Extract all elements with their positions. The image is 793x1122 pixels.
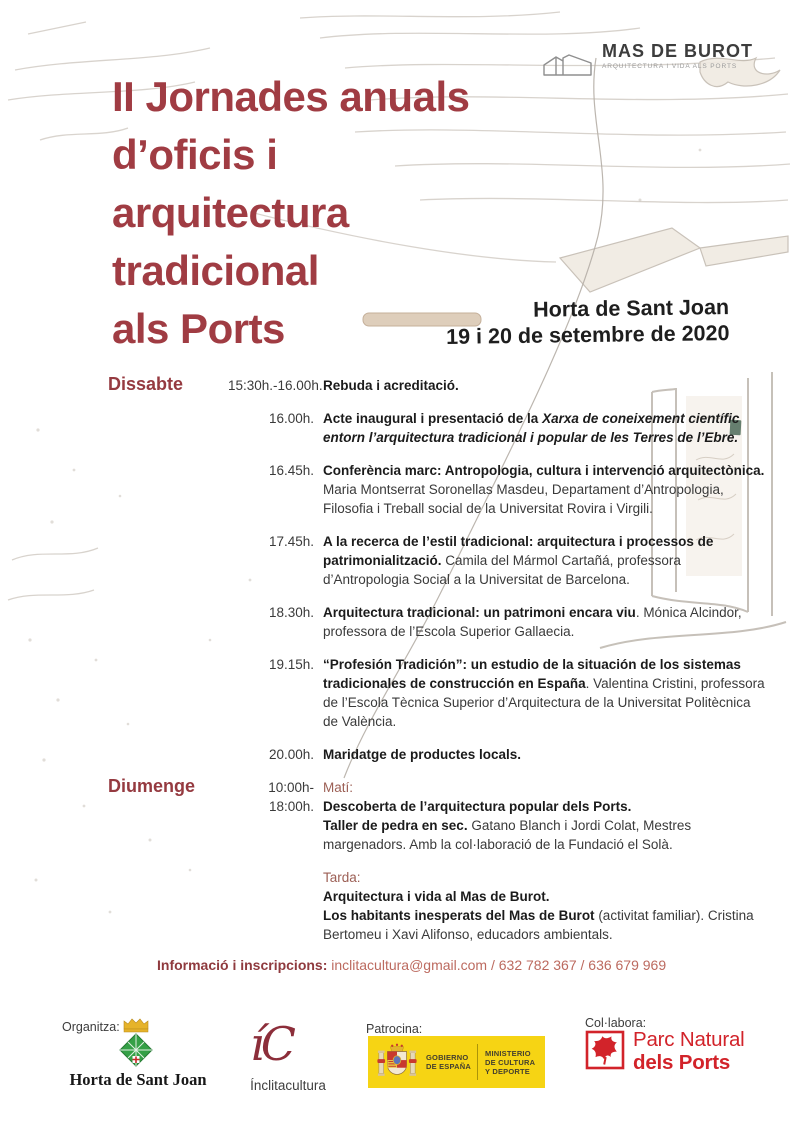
event-time: 19.15h. <box>268 657 314 672</box>
event-description <box>323 532 713 589</box>
gobierno-line: GOBIERNO <box>426 1053 469 1062</box>
day-label <box>108 653 228 731</box>
gobierno-espana-logo <box>368 1036 545 1088</box>
title-line: II Jornades anuals <box>112 73 470 120</box>
event-time: 15:30h.-16.00h. <box>228 378 323 393</box>
event-text-segment: Camila del Mármol Cartañá, professora <box>441 553 681 568</box>
event-text-segment: professora de l’Escola Superior Gallaecia. <box>323 624 575 639</box>
event-description <box>323 655 765 731</box>
event-text-segment: Matí: <box>323 780 354 795</box>
gobierno-line: DE ESPAÑA <box>426 1062 472 1071</box>
event-description <box>323 778 691 854</box>
contact-info <box>157 956 666 974</box>
contact-value: inclitacultura@gmail.com / 632 782 367 / 636 679 969 <box>331 957 667 973</box>
day-label <box>108 530 228 589</box>
schedule-row <box>108 778 788 854</box>
page-title <box>112 68 469 358</box>
event-text-line <box>323 499 764 518</box>
event-text-line <box>323 778 691 797</box>
logo-divider <box>477 1044 478 1080</box>
day-label: Dissabte <box>108 374 184 394</box>
event-description <box>323 376 459 395</box>
schedule-row <box>108 745 788 764</box>
event-text-line <box>323 622 742 641</box>
title-line: arquitectura <box>112 189 349 236</box>
title-line: d’oficis i <box>112 131 278 178</box>
organizer-label: Organitza: <box>62 1020 120 1034</box>
event-text-line <box>323 532 713 551</box>
event-text-segment: Arquitectura i vida al Mas de Burot. <box>323 889 550 904</box>
event-time: 20.00h. <box>268 747 314 762</box>
event-text-line <box>323 745 521 764</box>
event-location-date <box>445 294 729 350</box>
event-text-line <box>323 409 739 428</box>
contact-label: Informació i inscripcions: <box>157 957 328 973</box>
event-text-segment: Maridatge de productes locals. <box>323 747 522 762</box>
day-label <box>108 459 228 518</box>
event-text-line <box>323 712 765 731</box>
event-text-segment: Rebuda i acreditació. <box>323 378 459 393</box>
ministerio-line: MINISTERIO <box>485 1048 531 1058</box>
event-text-line <box>323 906 754 925</box>
sponsor-label: Patrocina: <box>366 1022 423 1036</box>
event-text-line <box>323 603 742 622</box>
event-text-line <box>323 868 754 887</box>
schedule-row <box>108 409 788 447</box>
event-text-segment: Descoberta de l’arquitectura popular dels Ports. <box>323 799 632 814</box>
event-text-line <box>323 428 739 447</box>
event-text-line <box>323 551 713 570</box>
brand-logo <box>542 42 753 76</box>
ministerio-line: Y DEPORTE <box>485 1066 531 1076</box>
day-label: Diumenge <box>108 776 196 796</box>
title-line: als Ports <box>112 305 285 352</box>
event-text-segment: d’Antropologia Social a la Universitat de Barcelona. <box>323 572 630 587</box>
event-text-segment: Xarxa de coneixement científic <box>542 411 740 426</box>
event-text-line <box>323 674 765 693</box>
event-dates: 19 i 20 de setembre de 2020 <box>445 321 730 349</box>
parc-name-line: dels Ports <box>633 1051 731 1074</box>
title-line: tradicional <box>112 247 319 294</box>
day-label <box>108 601 228 641</box>
event-text-line <box>323 797 691 816</box>
event-text-line <box>323 461 764 480</box>
event-text-segment: de l’Escola Tècnica Superior d’Arquitectura de la Universitat Politècnica <box>323 695 751 710</box>
event-text-segment: tradicionales de construcción en España <box>323 676 586 691</box>
event-time: 18.30h. <box>268 605 314 620</box>
event-text-segment: Los habitants inesperats del Mas de Burot <box>323 908 595 923</box>
ministerio-line: DE CULTURA <box>485 1057 536 1067</box>
inclitacultura-monogram-icon: íC <box>250 1017 292 1071</box>
event-text-segment: (activitat familiar). Cristina <box>594 908 754 923</box>
event-description <box>323 603 742 641</box>
event-text-line <box>323 835 691 854</box>
event-description <box>323 461 764 518</box>
event-text-segment: Taller de pedra en sec. <box>323 818 468 833</box>
schedule-row <box>108 532 788 589</box>
event-time: 10:00h-18:00h. <box>268 780 314 814</box>
brand-name: MAS DE BUROT <box>602 41 753 61</box>
event-text-line <box>323 570 713 589</box>
day-label <box>108 743 228 764</box>
brand-tagline: ARQUITECTURA I VIDA ALS PORTS <box>602 63 738 70</box>
event-text-segment: Acte inaugural i presentació de la <box>323 411 543 426</box>
schedule-row <box>108 655 788 731</box>
collaborator-label: Col·labora: <box>585 1016 647 1030</box>
event-text-segment: “Profesión Tradición”: un estudio de la situación de los sistemas <box>323 657 741 672</box>
schedule-row <box>108 868 788 944</box>
event-text-segment: Tarda: <box>323 870 361 885</box>
event-text-segment: Maria Montserrat Soronellas Masdeu, Departament d’Antropologia, <box>323 482 724 497</box>
horta-coat-of-arms-icon <box>116 1016 156 1068</box>
event-text-line <box>323 655 765 674</box>
collaborator-name <box>633 1028 745 1074</box>
event-text-segment: . Mónica Alcindor, <box>635 605 742 620</box>
event-text-segment: margenadors. Amb la col·laboració de la Fundació el Solà. <box>323 837 673 852</box>
inclitacultura-name: Ínclitacultura <box>250 1078 326 1093</box>
schedule-row <box>108 376 788 395</box>
event-text-segment: . Valentina Cristini, professora <box>585 676 765 691</box>
event-text-segment: de València. <box>323 714 397 729</box>
parc-natural-leaf-icon <box>585 1030 625 1070</box>
event-text-line <box>323 816 691 835</box>
event-time: 17.45h. <box>268 534 314 549</box>
schedule-row <box>108 461 788 518</box>
event-text-segment: A la recerca de l’estil tradicional: arquitectura i processos de <box>323 534 714 549</box>
event-text-line <box>323 887 754 906</box>
organizer-name: Horta de Sant Joan <box>69 1070 207 1089</box>
event-text-segment: Conferència marc: Antropologia, cultura i intervenció arquitectònica. <box>323 463 765 478</box>
event-text-line <box>323 376 459 395</box>
event-text-line <box>323 480 764 499</box>
spain-coat-of-arms-icon <box>376 1041 418 1083</box>
event-description <box>323 868 754 944</box>
event-description <box>323 409 739 447</box>
event-location: Horta de Sant Joan <box>532 295 729 322</box>
event-text-segment: Bertomeu i Xavi Alifonso, educadors ambientals. <box>323 927 613 942</box>
event-time <box>228 868 323 944</box>
event-text-segment: patrimonialització. <box>323 553 442 568</box>
event-text-segment: Arquitectura tradicional: un patrimoni encara viu <box>323 605 636 620</box>
event-time: 16.45h. <box>268 463 314 478</box>
event-time: 16.00h. <box>268 411 314 426</box>
event-text-segment: Gatano Blanch i Jordi Colat, Mestres <box>467 818 692 833</box>
schedule <box>108 376 788 958</box>
event-description <box>323 745 521 764</box>
day-label <box>108 407 228 447</box>
day-label <box>108 866 228 944</box>
house-icon <box>542 50 594 76</box>
event-text-line <box>323 693 765 712</box>
schedule-row <box>108 603 788 641</box>
event-text-line <box>323 925 754 944</box>
event-text-segment: Filosofia i Treball social de la Universitat Rovira i Virgili. <box>323 501 653 516</box>
parc-name-line: Parc Natural <box>633 1028 745 1051</box>
event-text-segment: entorn l’arquitectura tradicional i popular de les Terres de l’Ebre. <box>323 430 739 445</box>
